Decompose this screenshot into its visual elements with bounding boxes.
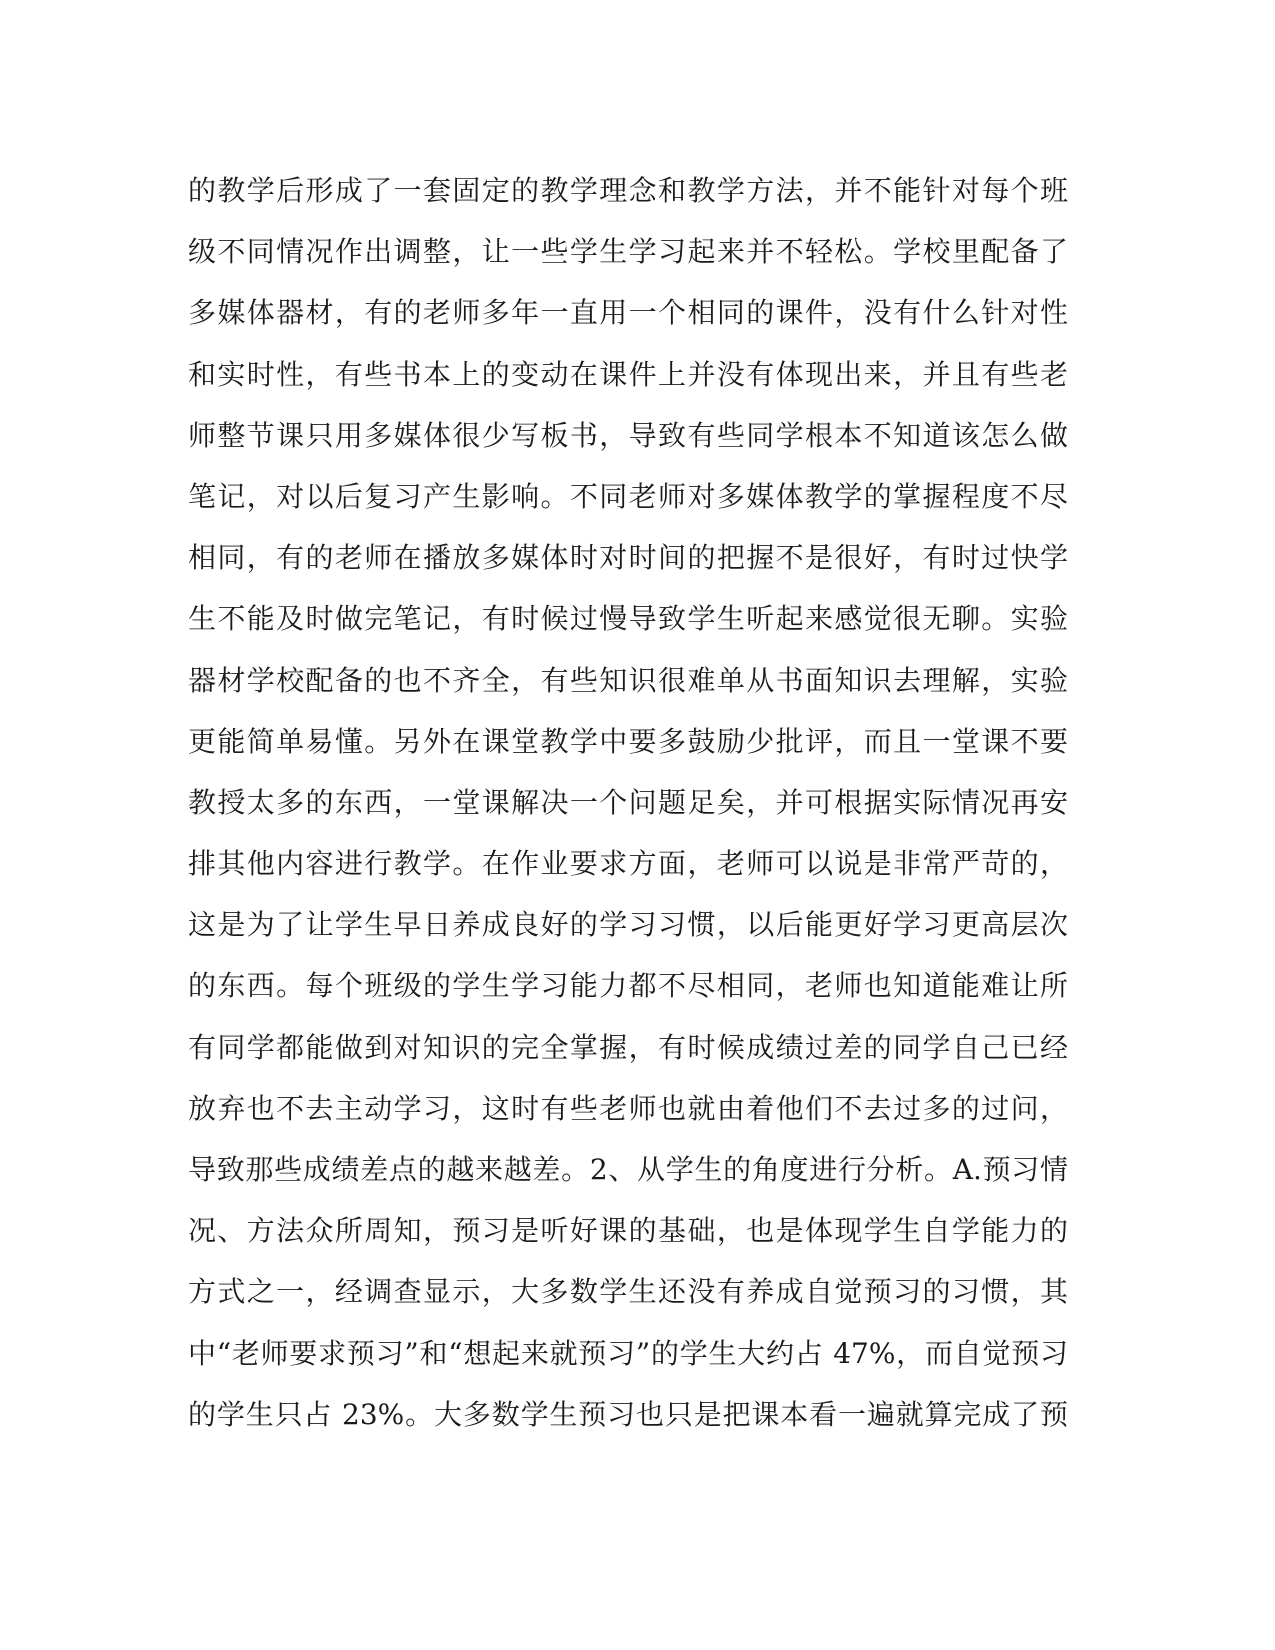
text-line: 级不同情况作出调整，让一些学生学习起来并不轻松。学校里配备了 — [188, 235, 1068, 269]
text-line: 的教学后形成了一套固定的教学理念和教学方法，并不能针对每个班 — [188, 174, 1068, 207]
text-line: 更能简单易懂。另外在课堂教学中要多鼓励少批评，而且一堂课不要 — [188, 724, 1068, 758]
text-line: 的东西。每个班级的学生学习能力都不尽相同，老师也知道能难让所 — [188, 969, 1068, 1003]
text-line: 笔记，对以后复习产生影响。不同老师对多媒体教学的掌握程度不尽 — [188, 479, 1068, 513]
text-line: 导致那些成绩差点的越来越差。2、从学生的角度进行分析。A.预习情 — [188, 1153, 1068, 1186]
text-line: 和实时性，有些书本上的变动在课件上并没有体现出来，并且有些老 — [188, 357, 1068, 391]
text-line: 的学生只占 23%。大多数学生预习也只是把课本看一遍就算完成了预 — [188, 1397, 1068, 1431]
text-line: 放弃也不去主动学习，这时有些老师也就由着他们不去过多的过问， — [188, 1091, 1068, 1125]
text-line: 多媒体器材，有的老师多年一直用一个相同的课件，没有什么针对性 — [188, 296, 1068, 330]
text-line: 方式之一，经调查显示，大多数学生还没有养成自觉预习的习惯，其 — [188, 1275, 1068, 1309]
text-line: 教授太多的东西，一堂课解决一个问题足矣，并可根据实际情况再安 — [188, 785, 1068, 819]
text-line: 器材学校配备的也不齐全，有些知识很难单从书面知识去理解，实验 — [188, 663, 1068, 697]
text-line: 中“老师要求预习”和“想起来就预习”的学生大约占 47%，而自觉预习 — [188, 1336, 1068, 1370]
text-line: 这是为了让学生早日养成良好的学习习惯，以后能更好学习更高层次 — [188, 908, 1068, 942]
text-line: 排其他内容进行教学。在作业要求方面，老师可以说是非常严苛的， — [188, 847, 1068, 881]
text-line: 生不能及时做完笔记，有时候过慢导致学生听起来感觉很无聊。实验 — [188, 602, 1068, 636]
text-line: 师整节课只用多媒体很少写板书，导致有些同学根本不知道该怎么做 — [188, 418, 1068, 452]
text-line: 相同，有的老师在播放多媒体时对时间的把握不是很好，有时过快学 — [188, 541, 1068, 575]
body-text — [188, 160, 1068, 1445]
text-line: 有同学都能做到对知识的完全掌握，有时候成绩过差的同学自己已经 — [188, 1030, 1068, 1064]
text-line: 况、方法众所周知，预习是听好课的基础，也是体现学生自学能力的 — [188, 1214, 1068, 1248]
